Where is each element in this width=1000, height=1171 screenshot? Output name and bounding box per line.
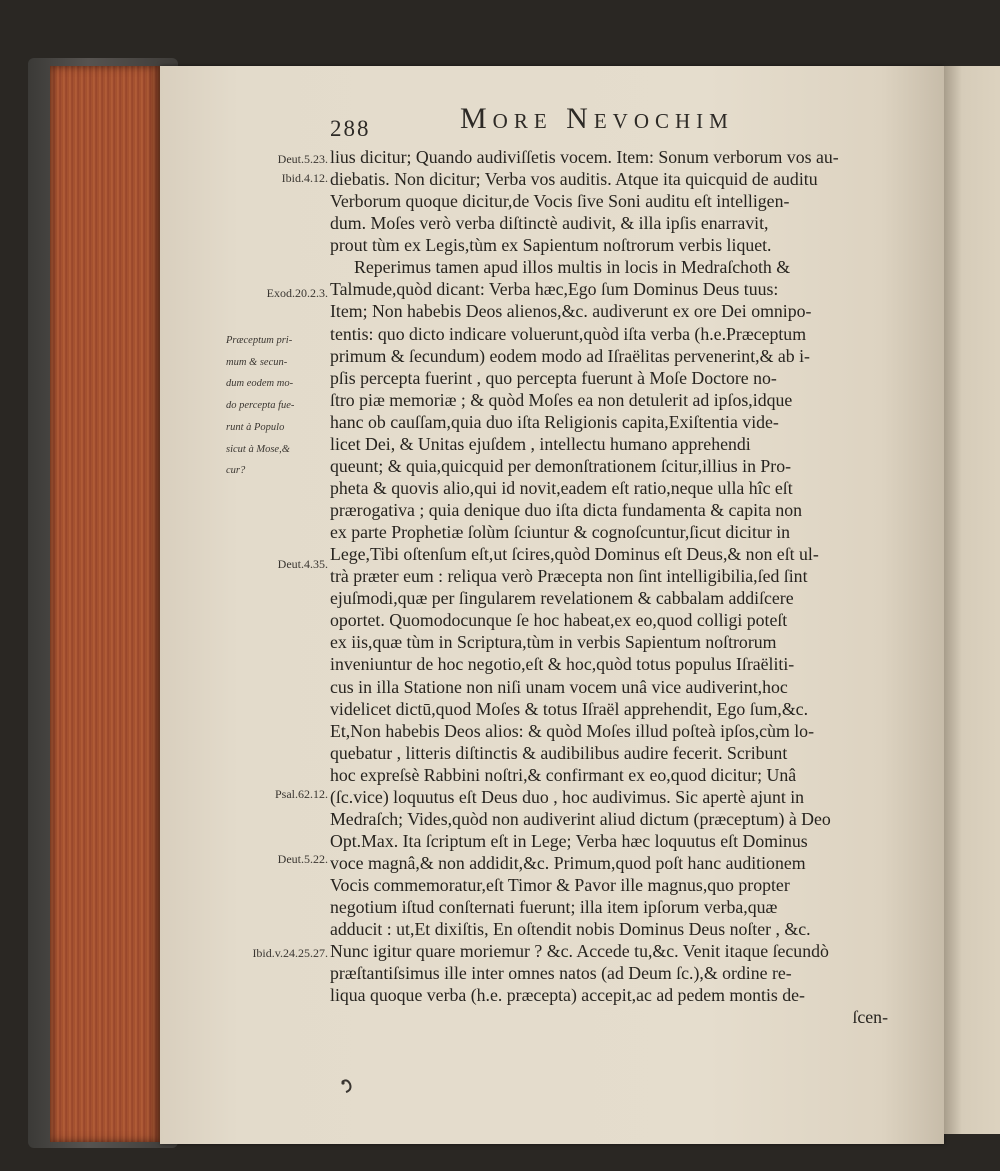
text-line: primum & ſecundum) eodem modo ad Iſraëlitas pervenerint,& ab i- [330, 345, 810, 366]
margin-ref-deut-4-35: Deut.4.35. [277, 557, 328, 571]
body-text [330, 146, 892, 1029]
text-line: prærogativa ; quia denique duo iſta dicta fundamenta & capita non [330, 500, 803, 520]
margin-ref-exod-20: Exod.20.2.3. [266, 286, 328, 300]
text-line: Medraſch; Vides,quòd non audiverint aliud dictum (præceptum) à Deo [330, 808, 831, 829]
page-edges [50, 66, 160, 1142]
right-page-edge [944, 66, 1000, 1134]
text-line: ſcen- [852, 1007, 888, 1028]
text-line: pheta & quovis alio,qui id novit,eadem eſt ratio,neque ulla hîc eſt [330, 477, 793, 498]
side-note-line: sicut à Mose,& [226, 443, 290, 455]
text-line: Reperimus tamen apud illos multis in locis in Medraſchoth & [354, 257, 791, 278]
side-note-line: dum eodem mo- [226, 378, 294, 390]
text-line: hanc ob cauſſam,quia duo iſta Religionis capita,Exiſtentia vide- [330, 411, 779, 432]
side-note-line: do percepta fue- [226, 400, 295, 412]
page-header [330, 102, 890, 142]
margin-ref-psal-62-12: Psal.62.12. [274, 787, 328, 801]
text-line: oportet. Quomodocunque ſe hoc habeat,ex eo,quod colligi poteſt [330, 610, 788, 631]
text-line: diebatis. Non dicitur; Verba vos auditis. Atque ita quicquid de auditu [330, 169, 818, 190]
text-line: liqua quoque verba (h.e. præcepta) accepit,ac ad pedem montis de- [330, 985, 805, 1006]
text-line: præſtantiſsimus ille inter omnes natos (ad Deum ſc.),& ordine re- [330, 963, 792, 984]
text-line: Et,Non habebis Deos alios: & quòd Moſes illud poſteà ipſos,cùm lo- [330, 720, 814, 741]
side-note-line: Præceptum pri- [226, 335, 293, 346]
text-line: (ſc.vice) loquutus eſt Deus duo , hoc audivimus. Sic apertè ajunt in [330, 786, 805, 807]
text-line: Talmude,quòd dicant: Verba hæc,Ego ſum Dominus Deus tuus: [330, 279, 779, 300]
text-line: Opt.Max. Ita ſcriptum eſt in Lege; Verba hæc loquutus eſt Dominus [330, 830, 808, 851]
margin-ref-deut-5-22: Deut.5.22. [277, 852, 328, 866]
text-line: queunt; & quia,quicquid per demonſtrationem ſcitur,illius in Pro- [330, 455, 792, 476]
side-note-line: cur? [226, 465, 246, 477]
printer-mark-icon [338, 1076, 356, 1098]
text-line: negotium iſtud conſternati fuerunt; illa item ipſorum verba,quæ [330, 897, 778, 918]
side-note-line: runt à Populo [226, 421, 285, 433]
text-line: ex iis,quæ tùm in Scriptura,tùm in verbis Sapientum noſtrorum [330, 632, 777, 653]
text-line: tentis: quo dicto indicare voluerunt,quòd iſta verba (h.e.Præceptum [330, 323, 807, 344]
text-line: Lege,Tibi oſtenſum eſt,ut ſcires,quòd Dominus eſt Deus,& non eſt ul- [330, 544, 819, 565]
page-number: 288 [330, 116, 371, 141]
text-line: ejuſmodi,quæ per ſingularem revelationem & cabbalam addiſcere [330, 588, 794, 609]
text-line: cus in illa Statione non niſi unam vocem unâ vice audiverint,hoc [330, 676, 788, 697]
text-line: hoc expreſsè Rabbini noſtri,& confirmant ex eo,quod dicitur; Unâ [330, 764, 797, 785]
text-line: adducit : ut,Et dixiſtis, En oſtendit nobis Dominus Deus noſter , &c. [330, 919, 811, 940]
text-line: prout tùm ex Legis,tùm ex Sapientum noſtrorum verbis liquet. [330, 235, 772, 256]
running-title: More Nevochim [460, 102, 734, 135]
text-line: Nunc igitur quare moriemur ? &c. Accede tu,&c. Venit itaque ſecundò [330, 941, 829, 962]
text-line: Verborum quoque dicitur,de Vocis ſive Soni auditu eſt intelligen- [330, 191, 790, 212]
text-line: Vocis commemoratur,eſt Timor & Pavor ille magnus,quo propter [330, 875, 790, 896]
text-line: dum. Moſes verò verba diſtinctè audivit, & illa ipſis enarravit, [330, 213, 769, 234]
margin-ref-deut-5-23: Deut.5.23. [277, 152, 328, 166]
side-note [226, 330, 336, 482]
side-note-line: mum & secun- [226, 356, 288, 368]
text-line: lius dicitur; Quando audiviſſetis vocem. Item: Sonum verborum vos au- [330, 147, 839, 167]
text-line: pſis percepta fuerint , quo percepta fuerunt à Moſe Doctore no- [330, 367, 777, 388]
text-line: ex parte Prophetiæ ſolùm ſciuntur & cognoſcuntur,ſicut dicitur in [330, 522, 791, 543]
text-line: Item; Non habebis Deos alienos,&c. audiverunt ex ore Dei omnipo- [330, 301, 812, 322]
text-line: quebatur , litteris diſtinctis & audibilibus audire fecerit. Scribunt [330, 742, 788, 763]
text-line: inveniuntur de hoc negotio,eſt & hoc,quòd totus populus Iſraëliti- [330, 654, 795, 675]
text-line: licet Dei, & Unitas ejuſdem , intellectu humano apprehendi [330, 433, 751, 454]
text-line: voce magnâ,& non addidit,&c. Primum,quod poſt hanc auditionem [330, 853, 806, 873]
text-line: videlicet dictū,quod Moſes & totus Iſraël apprehendit, Ego ſum,&c. [330, 698, 809, 719]
text-line: ſtro piæ memoriæ ; & quòd Moſes ea non detulerit ad ipſos,idque [330, 389, 793, 410]
margin-ref-ibid-24: Ibid.v.24.25.27. [252, 946, 328, 960]
text-line: trà præter eum : reliqua verò Præcepta non ſint intelligibilia,ſed ſint [330, 566, 808, 587]
margin-ref-ibid-4-12: Ibid.4.12. [281, 171, 328, 185]
